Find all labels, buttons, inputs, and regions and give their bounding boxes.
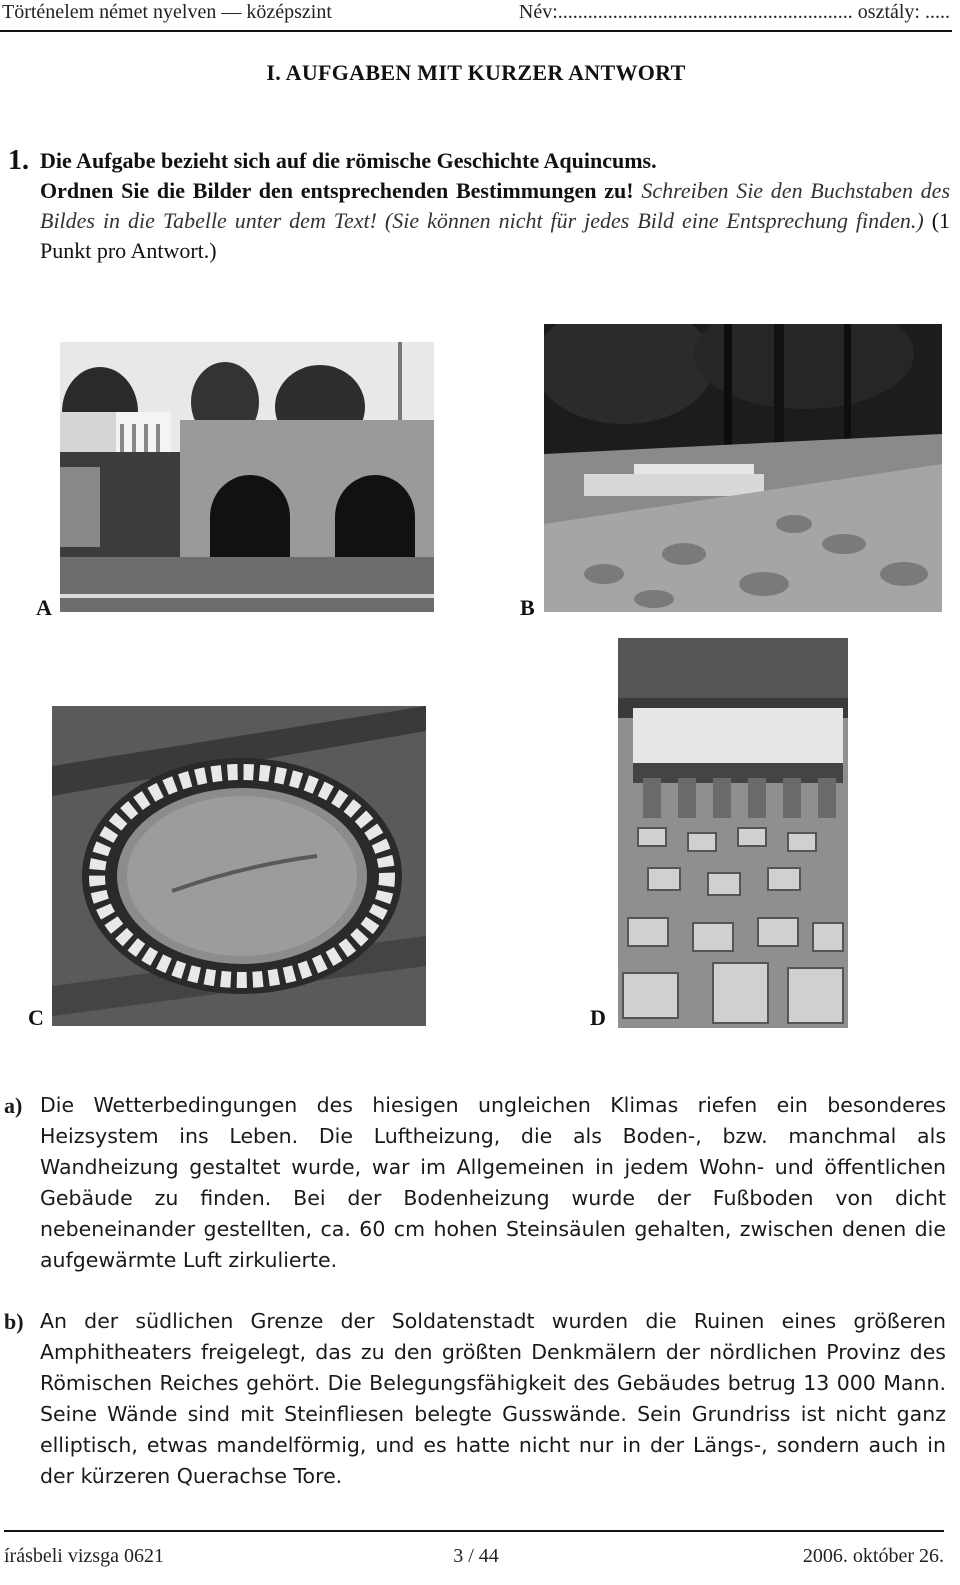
task-italic: Schreiben Sie den Buchstaben des Bildes in die Tabelle unter dem Text! (Sie können nicht für jedes Bild eine Entsprechung finden.) (40, 178, 951, 233)
paragraph-a-text: Die Wetterbedingungen des hiesigen ungleichen Klimas riefen ein besonderes Heizsystem ins Leben. Die Luftheizung, die als Boden-, bzw. manchmal als Wandheizung gestaltet wurde, war im Allgemeinen in jedem Wohn- und öffentlichen Gebäude zu finden. Bei der Bodenheizung wurde der Fußboden von dicht nebeneinander gestellten, ca. 60 cm hohen Steinsäulen gehalten, zwischen denen die aufgewärmte Luft zirkulierte. (40, 1093, 946, 1272)
task-points: (1 Punkt pro Antwort.) (40, 208, 951, 263)
paragraph-a-key: a) (4, 1093, 23, 1118)
task-instructions (8, 146, 950, 266)
task-number: 1. (8, 145, 29, 176)
image-d-hypocaust (618, 638, 848, 1028)
paragraph-b-key: b) (4, 1309, 24, 1334)
header-name-field: Név:........................................................... osztály: ..... (518, 1, 950, 23)
footer-date: 2006. október 26. (802, 1545, 944, 1567)
footer-exam-code: írásbeli vizsga 0621 (4, 1545, 164, 1567)
image-b-label: B (520, 595, 535, 620)
paragraph-b-text: An der südlichen Grenze der Soldatenstadt wurden die Ruinen eines größeren Amphitheaters freigelegt, das zu den größten Denkmälern der nördlichen Provinz des Römischen Reiches gehört. Die Belegungsfähigkeit des Gebäudes betrug 13 000 Mann. Seine Wände sind mit Steinfliesen belegte Gusswände. Sein Grundriss ist nicht ganz elliptisch, etwas mandelförmig, und es hatte nicht nur in der Längs-, sondern auch in der kürzeren Querachse Tore. (40, 1309, 946, 1488)
footer-page-number: 3 / 44 (453, 1545, 499, 1567)
image-a-aqueduct (60, 342, 434, 612)
page-header (0, 0, 952, 32)
image-b-ruins (544, 324, 942, 612)
header-subject: Történelem német nyelven — középszint (2, 1, 332, 23)
image-c-label: C (28, 1005, 44, 1030)
paragraph-b (4, 1306, 946, 1492)
footer-rule (4, 1530, 944, 1532)
task-line2: Ordnen Sie die Bilder den entsprechenden Bestimmungen zu! (40, 178, 634, 203)
task-body (40, 146, 950, 266)
paragraph-a (4, 1090, 946, 1276)
image-a-label: A (36, 595, 52, 620)
image-c-amphitheatre (52, 706, 426, 1026)
section-title: I. AUFGABEN MIT KURZER ANTWORT (266, 60, 686, 85)
image-d-label: D (590, 1005, 606, 1030)
task-line1: Die Aufgabe bezieht sich auf die römische Geschichte Aquincums. (40, 148, 657, 173)
